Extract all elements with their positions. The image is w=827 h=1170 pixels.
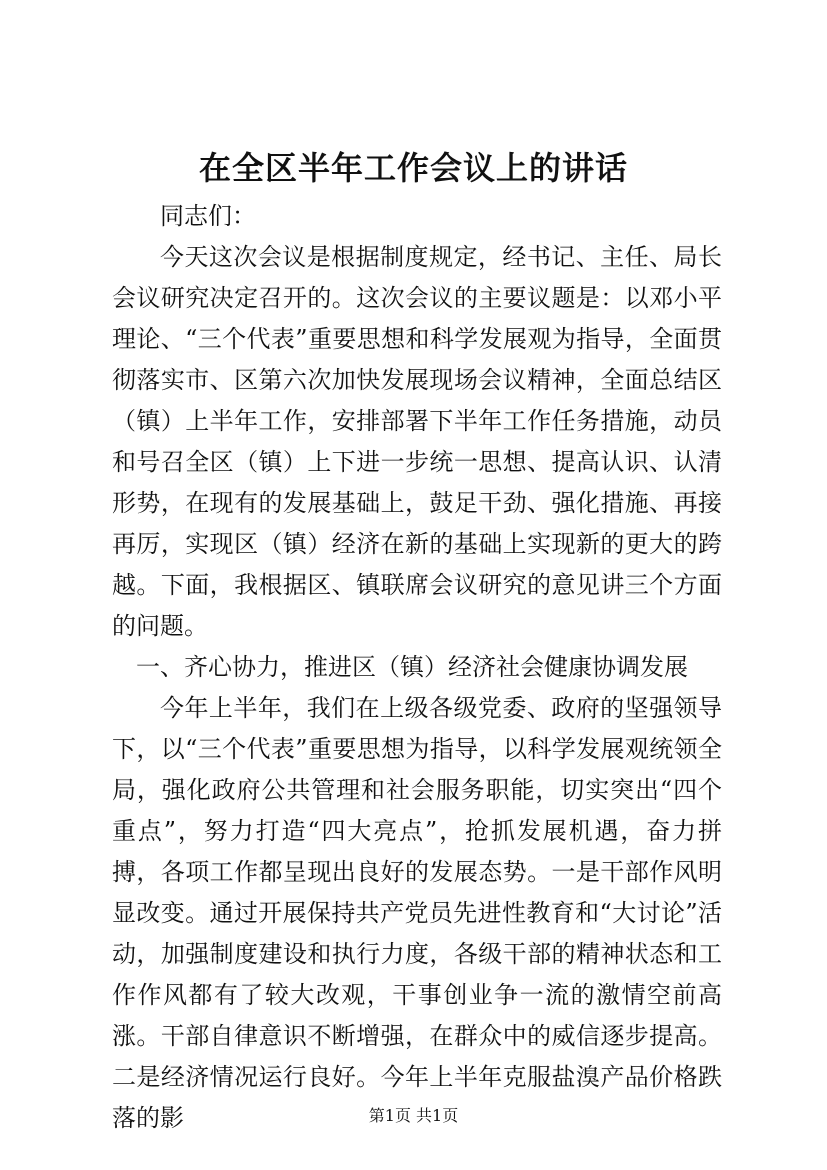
page-number-footer: 第1页 共1页 bbox=[368, 1106, 459, 1125]
document-title: 在全区半年工作会议上的讲话 bbox=[198, 149, 628, 187]
paragraph-intro: 今天这次会议是根据制度规定，经书记、主任、局长会议研究决定召开的。这次会议的主要议题是：以邓小平理论、“三个代表”重要思想和科学发展观为指导，全面贯彻落实市、区第六次加快发展现场会议精神，全面总结区（镇）上半年工作，安排部署下半年工作任务措施，动员和号召全区（镇）上下进一步统一思想、提高认识、认清形势，在现有的发展基础上，鼓足干劲、强化措施、再接再厉，实现区（镇）经济在新的基础上实现新的更大的跨越。下面，我根据区、镇联席会议研究的意见讲三个方面的问题。 bbox=[112, 243, 722, 640]
paragraph-first-half-review: 今年上半年，我们在上级各级党委、政府的坚强领导下，以“三个代表”重要思想为指导，以科学发展观统领全局，强化政府公共管理和社会服务职能，切实突出“四个重点”，努力打造“四大亮点”，抢抓发展机遇，奋力拼搏，各项工作都呈现出良好的发展态势。一是干部作风明显改变。通过开展保持共产党员先进性教育和“大讨论”活动，加强制度建设和执行力度，各级干部的精神状态和工作作风都有了较大改观，干事创业争一流的激情空前高涨。干部自律意识不断增强，在群众中的威信逐步提高。二是经济情况运行良好。今年上半年克服盐溴产品价格跌落的影 bbox=[112, 694, 722, 1132]
section-heading: 一、齐心协力，推进区（镇）经济社会健康协调发展 bbox=[136, 653, 688, 681]
document-body bbox=[112, 196, 722, 1139]
salutation: 同志们： bbox=[160, 202, 256, 230]
